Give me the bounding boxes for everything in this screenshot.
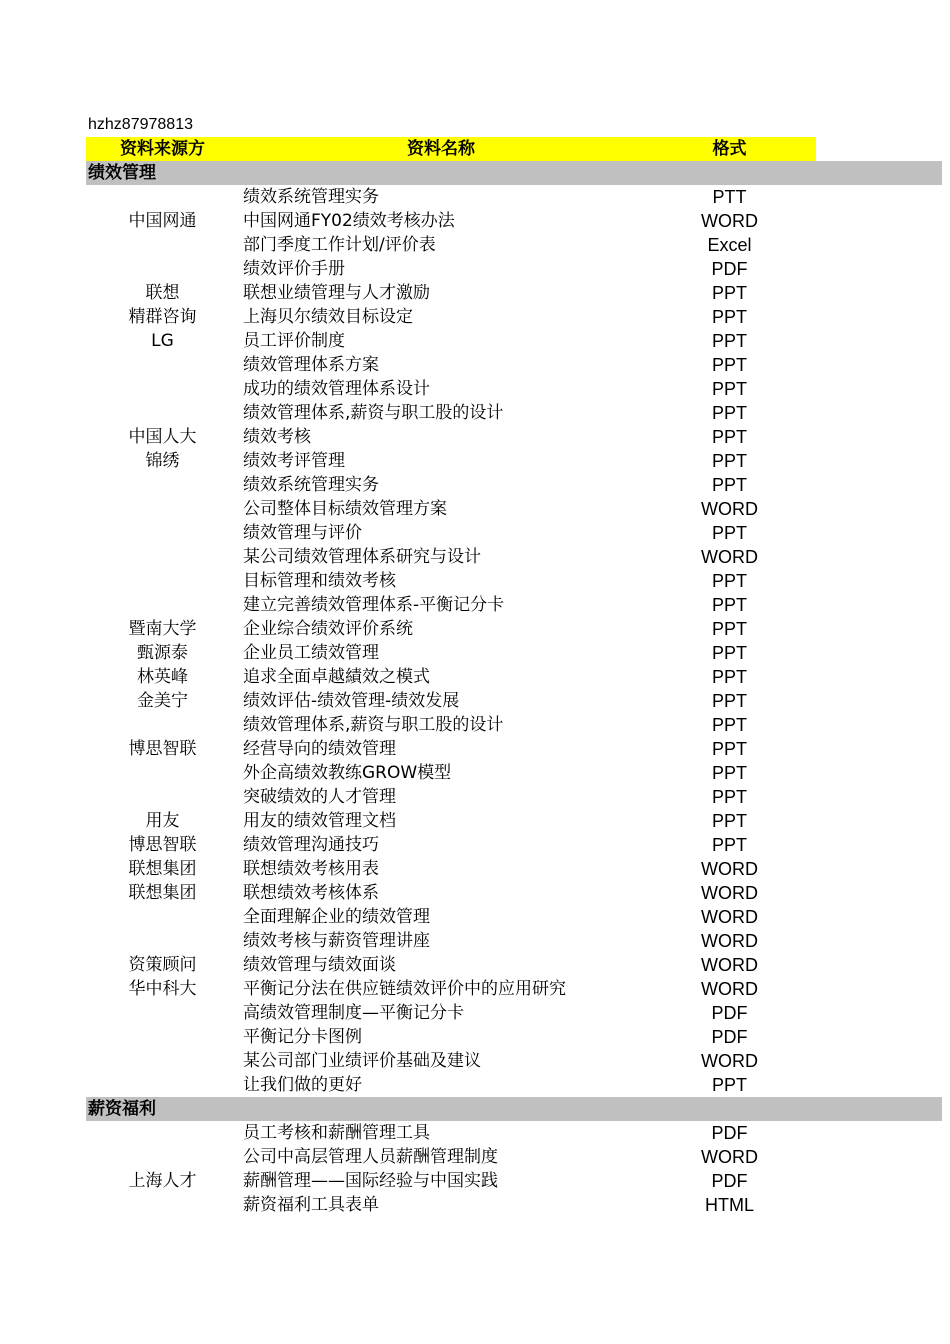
table-row [86,881,942,905]
table-row [86,497,942,521]
name-cell: 某公司部门业绩评价基础及建议 [243,1051,481,1071]
column-header-row [86,137,942,161]
name-cell: 绩效评估-绩效管理-绩效发展 [243,691,460,711]
name-cell: 让我们做的更好 [243,1075,362,1095]
format-cell: PPT [711,691,747,711]
source-cell: 暨南大学 [128,619,197,639]
format-cell: WORD [701,883,758,903]
source-cell [86,785,239,809]
name-cell: 目标管理和绩效考核 [243,571,396,591]
source-cell [86,1145,239,1169]
source-cell [86,185,239,209]
format-cell: PPT [711,739,747,759]
name-cell: 绩效考评管理 [243,451,345,471]
format-cell: PPT [711,379,747,399]
format-cell: WORD [701,931,758,951]
section-rows [86,1121,942,1217]
table-row [86,737,942,761]
name-cell: 薪酬管理——国际经验与中国实践 [243,1171,498,1191]
name-cell: 突破绩效的人才管理 [243,787,396,807]
source-cell [86,401,239,425]
name-cell: 部门季度工作计划/评价表 [243,235,436,255]
format-cell: PPT [711,355,747,375]
source-cell [86,1121,239,1145]
source-cell: 中国人大 [128,427,197,447]
format-cell: PPT [711,787,747,807]
table-row [86,281,942,305]
table-row [86,761,942,785]
source-cell [86,761,239,785]
table-row [86,569,942,593]
format-cell: WORD [701,547,758,567]
section-rows [86,185,942,1097]
source-cell: 精群咨询 [128,307,197,327]
table-row [86,1121,942,1145]
format-cell: PTT [712,187,747,207]
name-cell: 中国网通FY02绩效考核办法 [243,211,455,231]
table-row [86,713,942,737]
name-cell: 联想绩效考核体系 [243,883,379,903]
name-cell: 平衡记分法在供应链绩效评价中的应用研究 [243,979,566,999]
table-row [86,329,942,353]
format-cell: WORD [701,499,758,519]
table-row [86,401,942,425]
table-row [86,1145,942,1169]
name-cell: 公司中高层管理人员薪酬管理制度 [243,1147,498,1167]
format-cell: Excel [707,235,752,255]
name-cell: 公司整体目标绩效管理方案 [243,499,447,519]
table-row [86,689,942,713]
name-cell: 企业员工绩效管理 [243,643,379,663]
table-row [86,1073,942,1097]
format-cell: WORD [701,1051,758,1071]
format-cell: PPT [711,643,747,663]
table-row [86,353,942,377]
header-format: 格式 [643,137,816,161]
table-row [86,929,942,953]
format-cell: PPT [711,283,747,303]
table-row [86,1025,942,1049]
source-cell: 中国网通 [128,211,197,231]
table-row [86,953,942,977]
name-cell: 员工评价制度 [243,331,345,351]
name-cell: 某公司绩效管理体系研究与设计 [243,547,481,567]
table-row [86,1169,942,1193]
format-cell: PPT [711,715,747,735]
table-row [86,377,942,401]
format-cell: PPT [711,1075,747,1095]
table-row [86,449,942,473]
source-cell [86,353,239,377]
table-row [86,425,942,449]
source-cell: 林英峰 [137,667,188,687]
source-cell: 华中科大 [128,979,197,999]
source-cell [86,1193,239,1217]
name-cell: 经营导向的绩效管理 [243,739,396,759]
table-row [86,1193,942,1217]
format-cell: WORD [701,907,758,927]
format-cell: PDF [711,259,748,279]
source-cell: 联想集团 [128,859,197,879]
source-cell [86,1001,239,1025]
document-code: hzhz87978813 [88,116,193,133]
format-cell: PPT [711,475,747,495]
name-cell: 外企高绩效教练GROW模型 [243,763,452,783]
name-cell: 绩效系统管理实务 [243,187,379,207]
source-cell: 上海人才 [128,1171,197,1191]
format-cell: PPT [711,451,747,471]
format-cell: WORD [701,1147,758,1167]
source-cell: LG [151,331,174,351]
format-cell: PDF [711,1027,748,1047]
table-row [86,617,942,641]
format-cell: PPT [711,811,747,831]
table-row [86,833,942,857]
source-cell: 博思智联 [128,835,197,855]
format-cell: PDF [711,1003,748,1023]
header-name: 资料名称 [239,137,643,161]
table-row [86,905,942,929]
source-cell [86,521,239,545]
table-row [86,809,942,833]
source-cell [86,593,239,617]
source-cell: 金美宁 [137,691,188,711]
source-cell [86,545,239,569]
format-cell: PPT [711,307,747,327]
source-cell [86,257,239,281]
source-cell [86,1073,239,1097]
name-cell: 用友的绩效管理文档 [243,811,396,831]
name-cell: 绩效管理体系,薪资与职工股的设计 [243,715,504,735]
source-cell [86,233,239,257]
source-cell: 甄源泰 [137,643,188,663]
source-cell: 联想 [145,283,180,303]
source-cell: 锦绣 [145,451,180,471]
name-cell: 追求全面卓越績效之模式 [243,667,430,687]
name-cell: 成功的绩效管理体系设计 [243,379,430,399]
spreadsheet [86,113,942,1217]
name-cell: 高绩效管理制度—平衡记分卡 [243,1003,464,1023]
format-cell: PPT [711,619,747,639]
name-cell: 绩效系统管理实务 [243,475,379,495]
name-cell: 绩效管理体系,薪资与职工股的设计 [243,403,504,423]
format-cell: WORD [701,955,758,975]
format-cell: PDF [711,1171,748,1191]
table-row [86,857,942,881]
name-cell: 建立完善绩效管理体系-平衡记分卡 [243,595,505,615]
name-cell: 上海贝尔绩效目标设定 [243,307,413,327]
section-header: 绩效管理 [86,161,942,185]
format-cell: PDF [711,1123,748,1143]
format-cell: PPT [711,523,747,543]
sections-container [86,161,942,1217]
table-row [86,593,942,617]
format-cell: WORD [701,859,758,879]
source-cell [86,905,239,929]
table-row [86,521,942,545]
source-cell [86,473,239,497]
format-cell: PPT [711,427,747,447]
source-cell [86,1025,239,1049]
name-cell: 全面理解企业的绩效管理 [243,907,430,927]
table-row [86,305,942,329]
format-cell: PPT [711,763,747,783]
format-cell: PPT [711,403,747,423]
source-cell [86,929,239,953]
table-row [86,257,942,281]
name-cell: 平衡记分卡图例 [243,1027,362,1047]
table-row [86,1001,942,1025]
format-cell: PPT [711,667,747,687]
name-cell: 绩效管理沟通技巧 [243,835,379,855]
source-cell: 博思智联 [128,739,197,759]
table-row [86,1049,942,1073]
source-cell: 资策顾问 [128,955,197,975]
table-row [86,665,942,689]
format-cell: WORD [701,211,758,231]
table-row [86,545,942,569]
name-cell: 绩效考核与薪资管理讲座 [243,931,430,951]
name-cell: 联想业绩管理与人才激励 [243,283,430,303]
source-cell [86,377,239,401]
section-header: 薪资福利 [86,1097,942,1121]
table-row [86,641,942,665]
name-cell: 联想绩效考核用表 [243,859,379,879]
table-row [86,473,942,497]
source-cell [86,713,239,737]
format-cell: PPT [711,331,747,351]
source-cell [86,1049,239,1073]
name-cell: 绩效评价手册 [243,259,345,279]
name-cell: 绩效管理体系方案 [243,355,379,375]
table-row [86,233,942,257]
source-cell [86,497,239,521]
header-source: 资料来源方 [86,137,239,161]
format-cell: PPT [711,571,747,591]
name-cell: 绩效管理与绩效面谈 [243,955,396,975]
name-cell: 员工考核和薪酬管理工具 [243,1123,430,1143]
table-row [86,185,942,209]
table-row [86,785,942,809]
source-cell [86,569,239,593]
format-cell: WORD [701,979,758,999]
table-row [86,209,942,233]
name-cell: 绩效考核 [243,427,311,447]
format-cell: PPT [711,595,747,615]
name-cell: 企业综合绩效评价系统 [243,619,413,639]
table-row [86,977,942,1001]
name-cell: 薪资福利工具表单 [243,1195,379,1215]
name-cell: 绩效管理与评价 [243,523,362,543]
format-cell: HTML [705,1195,754,1215]
source-cell: 联想集团 [128,883,197,903]
source-cell: 用友 [145,811,180,831]
format-cell: PPT [711,835,747,855]
